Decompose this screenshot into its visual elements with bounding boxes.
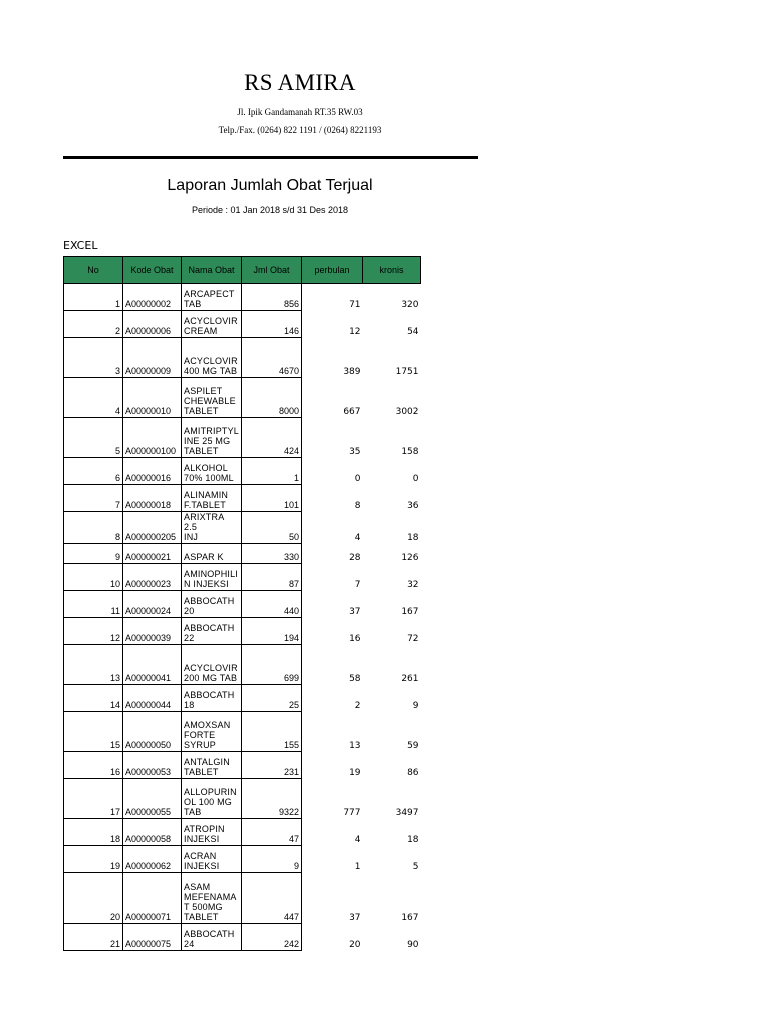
chronic-value: 90	[407, 939, 419, 950]
per-month-value: 389	[343, 366, 361, 377]
medicine-code: A00000050	[123, 712, 182, 752]
table-row	[64, 846, 421, 873]
chronic-value: 59	[407, 740, 419, 751]
table-row	[64, 618, 421, 645]
medicine-qty: 146	[242, 311, 302, 338]
table-body	[64, 284, 421, 951]
per-month-value: 37	[349, 606, 361, 617]
table-row	[64, 712, 421, 752]
medicine-code: A00000039	[123, 618, 182, 645]
row-number: 21	[64, 924, 123, 951]
row-number: 4	[64, 378, 123, 418]
medicine-name: ACRAN INJEKSI	[182, 846, 242, 873]
row-number: 1	[64, 284, 123, 311]
medicine-code: A00000016	[123, 458, 182, 485]
chronic-value: 86	[407, 767, 419, 778]
per-month-value: 37	[349, 912, 361, 923]
row-number: 15	[64, 712, 123, 752]
medicine-code: A00000058	[123, 819, 182, 846]
medicine-qty: 231	[242, 752, 302, 779]
medicine-name: ALLOPURIN OL 100 MG TAB	[182, 779, 242, 819]
hospital-phone: Telp./Fax. (0264) 822 1191 / (0264) 8221193	[218, 125, 382, 135]
medicine-name: ABBOCATH 20	[182, 591, 242, 618]
medicine-name: ATROPIN INJEKSI	[182, 819, 242, 846]
hospital-name: RS AMIRA	[244, 70, 356, 95]
table-row	[64, 564, 421, 591]
medicine-qty: 856	[242, 284, 302, 311]
per-month-value: 16	[349, 633, 361, 644]
medicine-name: ACYCLOVIR CREAM	[182, 311, 242, 338]
medicine-qty: 424	[242, 418, 302, 458]
medicine-name: ARCAPECT TAB	[182, 284, 242, 311]
header-divider	[63, 156, 478, 159]
row-number: 3	[64, 338, 123, 378]
table-row	[64, 378, 421, 418]
per-month-value: 35	[349, 446, 361, 457]
row-number: 11	[64, 591, 123, 618]
table-row	[64, 752, 421, 779]
column-header-perbulan: perbulan	[302, 257, 363, 284]
medicine-name: ACYCLOVIR 200 MG TAB	[182, 645, 242, 685]
report-period: Periode : 01 Jan 2018 s/d 31 Des 2018	[191, 205, 349, 215]
table-row	[64, 779, 421, 819]
sheet-label: EXCEL	[63, 239, 98, 252]
row-number: 5	[64, 418, 123, 458]
row-number: 9	[64, 544, 123, 564]
chronic-value: 5	[412, 861, 419, 872]
chronic-value: 18	[407, 532, 419, 543]
table-row	[64, 819, 421, 846]
medicine-code: A00000071	[123, 873, 182, 924]
medicine-name: ASAM MEFENAMA T 500MG TABLET	[182, 873, 242, 924]
chronic-value: 3002	[395, 406, 419, 417]
medicine-code: A00000021	[123, 544, 182, 564]
medicine-code: A00000062	[123, 846, 182, 873]
column-header-code: Kode Obat	[123, 257, 182, 284]
medicine-qty: 101	[242, 485, 302, 512]
per-month-value: 4	[354, 532, 361, 543]
per-month-value: 2	[354, 700, 361, 711]
per-month-value: 19	[349, 767, 361, 778]
medicine-code: A00000075	[123, 924, 182, 951]
report-title: Laporan Jumlah Obat Terjual	[167, 177, 373, 194]
row-number: 2	[64, 311, 123, 338]
hospital-address: Jl. Ipik Gandamanah RT.35 RW.03	[237, 107, 363, 117]
medicine-qty: 4670	[242, 338, 302, 378]
medicine-code: A00000009	[123, 338, 182, 378]
medicine-sales-table	[63, 256, 421, 951]
medicine-qty: 242	[242, 924, 302, 951]
medicine-name: AMITRIPTYL INE 25 MG TABLET	[182, 418, 242, 458]
table-row	[64, 311, 421, 338]
medicine-name: ASPILET CHEWABLE TABLET	[182, 378, 242, 418]
row-number: 6	[64, 458, 123, 485]
medicine-qty: 440	[242, 591, 302, 618]
medicine-code: A00000018	[123, 485, 182, 512]
medicine-name: AMOXSAN FORTE SYRUP	[182, 712, 242, 752]
medicine-qty: 699	[242, 645, 302, 685]
per-month-value: 20	[349, 939, 361, 950]
row-number: 18	[64, 819, 123, 846]
per-month-value: 12	[349, 326, 361, 337]
per-month-value: 1	[354, 861, 361, 872]
medicine-qty: 87	[242, 564, 302, 591]
medicine-qty: 330	[242, 544, 302, 564]
per-month-value: 28	[349, 552, 361, 563]
medicine-code: A00000053	[123, 752, 182, 779]
column-header-kronis: kronis	[363, 257, 421, 284]
per-month-value: 777	[343, 807, 361, 818]
chronic-value: 261	[401, 673, 419, 684]
table-row	[64, 485, 421, 512]
medicine-qty: 25	[242, 685, 302, 712]
per-month-value: 13	[349, 740, 361, 751]
per-month-value: 0	[354, 473, 361, 484]
medicine-qty: 9	[242, 846, 302, 873]
medicine-code: A00000024	[123, 591, 182, 618]
medicine-name: ASPAR K	[182, 544, 242, 564]
row-number: 20	[64, 873, 123, 924]
chronic-value: 18	[407, 834, 419, 845]
medicine-code: A00000002	[123, 284, 182, 311]
table-row	[64, 645, 421, 685]
table-row	[64, 685, 421, 712]
medicine-qty: 155	[242, 712, 302, 752]
medicine-qty: 9322	[242, 779, 302, 819]
medicine-name: ANTALGIN TABLET	[182, 752, 242, 779]
chronic-value: 54	[407, 326, 419, 337]
medicine-name: ALINAMIN F.TABLET	[182, 485, 242, 512]
column-header-qty: Jml Obat	[242, 257, 302, 284]
medicine-code: A00000010	[123, 378, 182, 418]
medicine-code: A00000006	[123, 311, 182, 338]
table-row	[64, 338, 421, 378]
chronic-value: 32	[407, 579, 419, 590]
chronic-value: 72	[407, 633, 419, 644]
row-number: 12	[64, 618, 123, 645]
row-number: 8	[64, 512, 123, 544]
per-month-value: 4	[354, 834, 361, 845]
chronic-value: 126	[401, 552, 419, 563]
medicine-name: ABBOCATH 22	[182, 618, 242, 645]
row-number: 16	[64, 752, 123, 779]
medicine-name: ABBOCATH 24	[182, 924, 242, 951]
chronic-value: 158	[401, 446, 419, 457]
table-row	[64, 591, 421, 618]
per-month-value: 58	[349, 673, 361, 684]
medicine-code: A00000023	[123, 564, 182, 591]
row-number: 10	[64, 564, 123, 591]
table-row	[64, 873, 421, 924]
table-row	[64, 284, 421, 311]
column-header-no: No	[64, 257, 123, 284]
chronic-value: 9	[412, 700, 419, 711]
medicine-code: A000000205	[123, 512, 182, 544]
medicine-name: ACYCLOVIR 400 MG TAB	[182, 338, 242, 378]
row-number: 17	[64, 779, 123, 819]
medicine-name: AMINOPHILI N INJEKSI	[182, 564, 242, 591]
per-month-value: 71	[349, 299, 361, 310]
chronic-value: 1751	[395, 366, 419, 377]
medicine-code: A00000041	[123, 645, 182, 685]
per-month-value: 7	[354, 579, 361, 590]
medicine-qty: 50	[242, 512, 302, 544]
medicine-name: ALKOHOL 70% 100ML	[182, 458, 242, 485]
medicine-qty: 47	[242, 819, 302, 846]
row-number: 14	[64, 685, 123, 712]
chronic-value: 167	[401, 912, 419, 923]
medicine-name: ABBOCATH 18	[182, 685, 242, 712]
medicine-qty: 194	[242, 618, 302, 645]
medicine-qty: 1	[242, 458, 302, 485]
per-month-value: 667	[343, 406, 361, 417]
row-number: 19	[64, 846, 123, 873]
chronic-value: 0	[412, 473, 419, 484]
per-month-value: 8	[354, 500, 361, 511]
table-header-row	[64, 257, 421, 284]
column-header-name: Nama Obat	[182, 257, 242, 284]
chronic-value: 3497	[395, 807, 419, 818]
medicine-code: A00000044	[123, 685, 182, 712]
medicine-qty: 8000	[242, 378, 302, 418]
medicine-code: A000000100	[123, 418, 182, 458]
chronic-value: 167	[401, 606, 419, 617]
row-number: 13	[64, 645, 123, 685]
chronic-value: 320	[401, 299, 419, 310]
row-number: 7	[64, 485, 123, 512]
table-row	[64, 418, 421, 458]
table-row	[64, 924, 421, 951]
table-row	[64, 458, 421, 485]
medicine-qty: 447	[242, 873, 302, 924]
table-row	[64, 512, 421, 544]
medicine-code: A00000055	[123, 779, 182, 819]
medicine-name: ARIXTRA 2.5 INJ	[182, 512, 242, 544]
table-row	[64, 544, 421, 564]
chronic-value: 36	[407, 500, 419, 511]
